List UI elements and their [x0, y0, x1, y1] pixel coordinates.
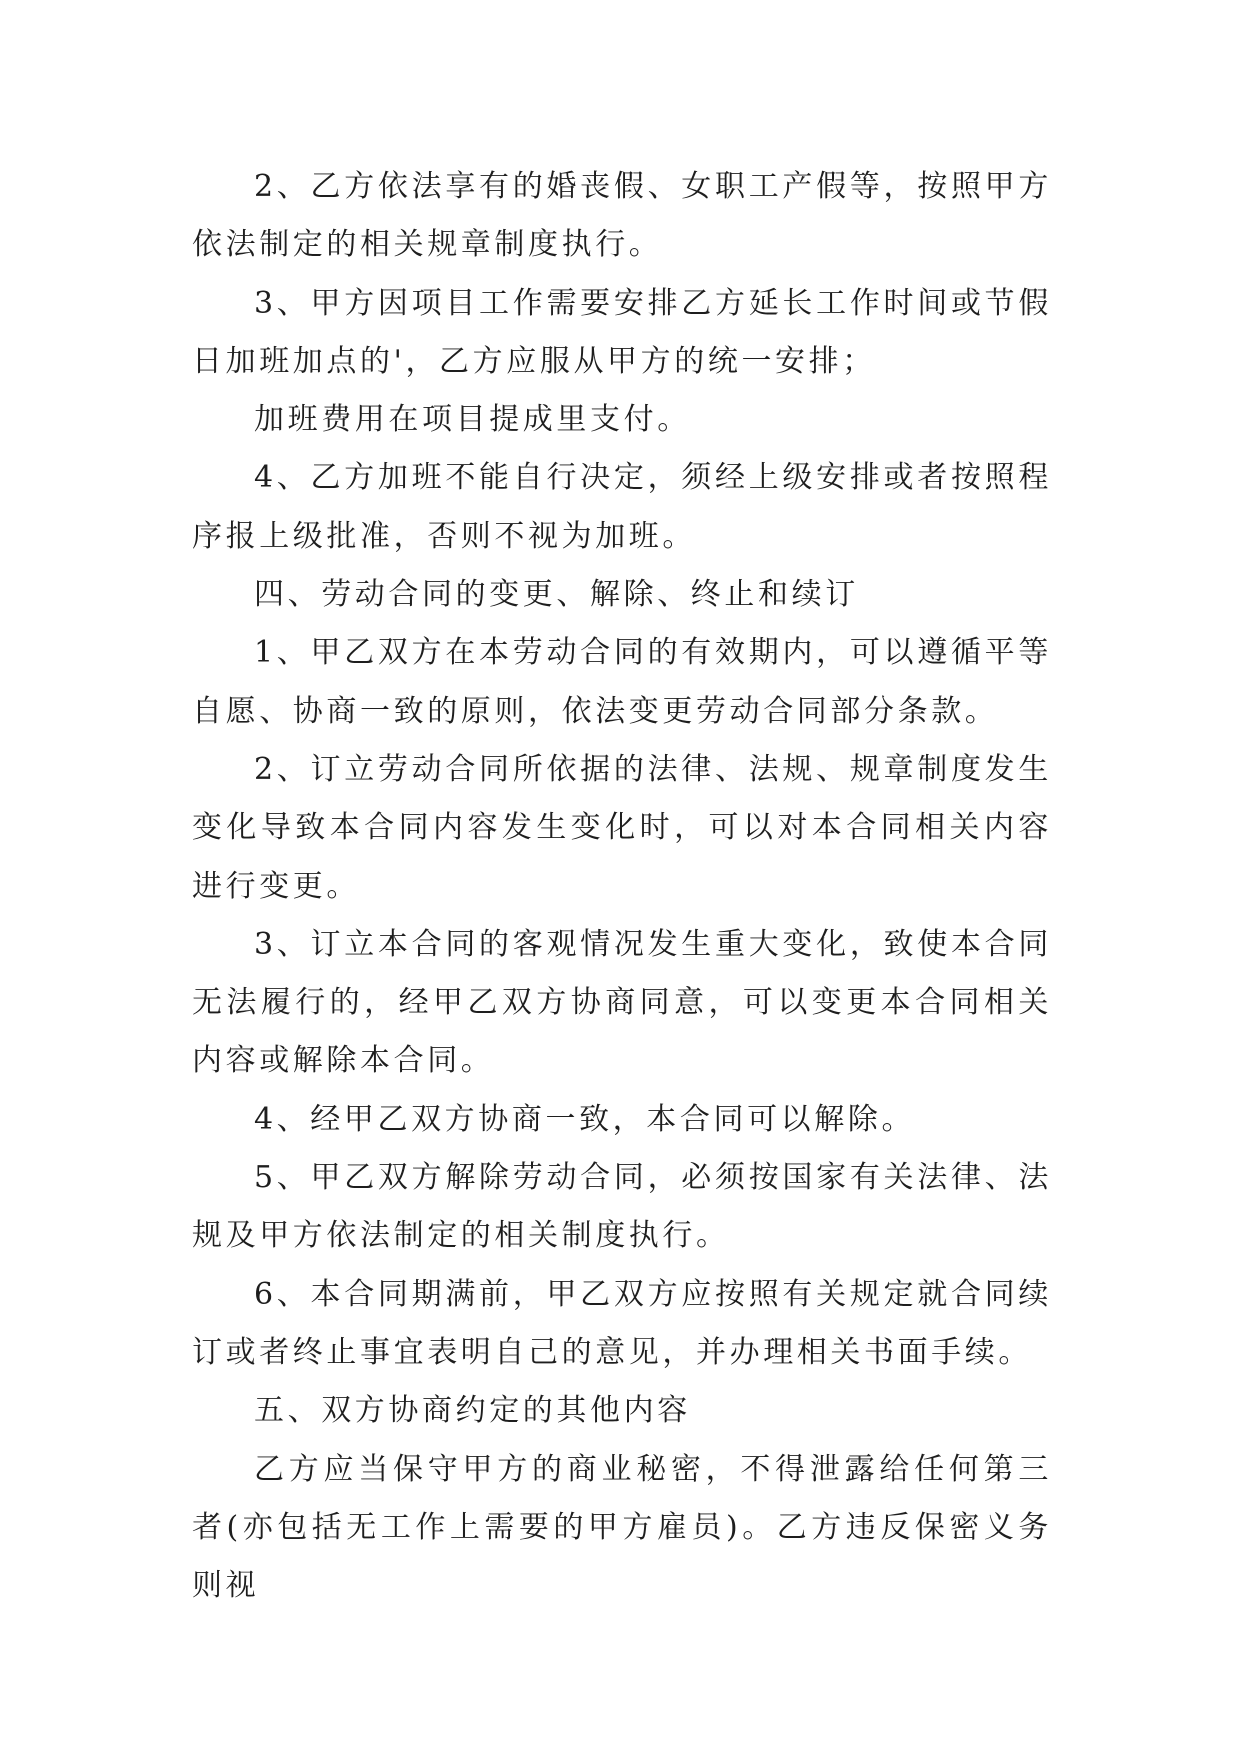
paragraph-legal-basis-change: 2、订立劳动合同所依据的法律、法规、规章制度发生变化导致本合同内容发生变化时，可以对本合同相关内容进行变更。: [192, 751, 1052, 904]
paragraph-overtime-approval: 4、乙方加班不能自行决定，须经上级安排或者按照程序报上级批准，否则不视为加班。: [192, 460, 1052, 554]
paragraph-overtime-pay: 加班费用在项目提成里支付。: [254, 402, 691, 438]
section-heading-contract-changes: 四、劳动合同的变更、解除、终止和续订: [254, 577, 859, 613]
paragraph-mutual-termination: 4、经甲乙双方协商一致，本合同可以解除。: [254, 1101, 916, 1137]
paragraph-overtime-arrangement: 3、甲方因项目工作需要安排乙方延长工作时间或节假日加班加点的'，乙方应服从甲方的统一安排；: [192, 285, 1052, 379]
paragraph-confidentiality: 乙方应当保守甲方的商业秘密，不得泄露给任何第三者(亦包括无工作上需要的甲方雇员)。乙方违反保密义务则视: [192, 1451, 1052, 1604]
paragraph-objective-change: 3、订立本合同的客观情况发生重大变化，致使本合同无法履行的，经甲乙双方协商同意，可以变更本合同相关内容或解除本合同。: [192, 926, 1052, 1079]
paragraph-mutual-amendment: 1、甲乙双方在本劳动合同的有效期内，可以遵循平等自愿、协商一致的原则，依法变更劳动合同部分条款。: [192, 635, 1052, 729]
paragraph-renewal: 6、本合同期满前，甲乙双方应按照有关规定就合同续订或者终止事宜表明自己的意见，并办理相关书面手续。: [192, 1276, 1052, 1370]
document-page: [192, 158, 1052, 1615]
paragraph-termination-rules: 5、甲乙双方解除劳动合同，必须按国家有关法律、法规及甲方依法制定的相关制度执行。: [192, 1160, 1052, 1254]
section-heading-other-terms: 五、双方协商约定的其他内容: [254, 1393, 691, 1429]
paragraph-leave-policy: 2、乙方依法享有的婚丧假、女职工产假等，按照甲方依法制定的相关规章制度执行。: [192, 169, 1052, 263]
